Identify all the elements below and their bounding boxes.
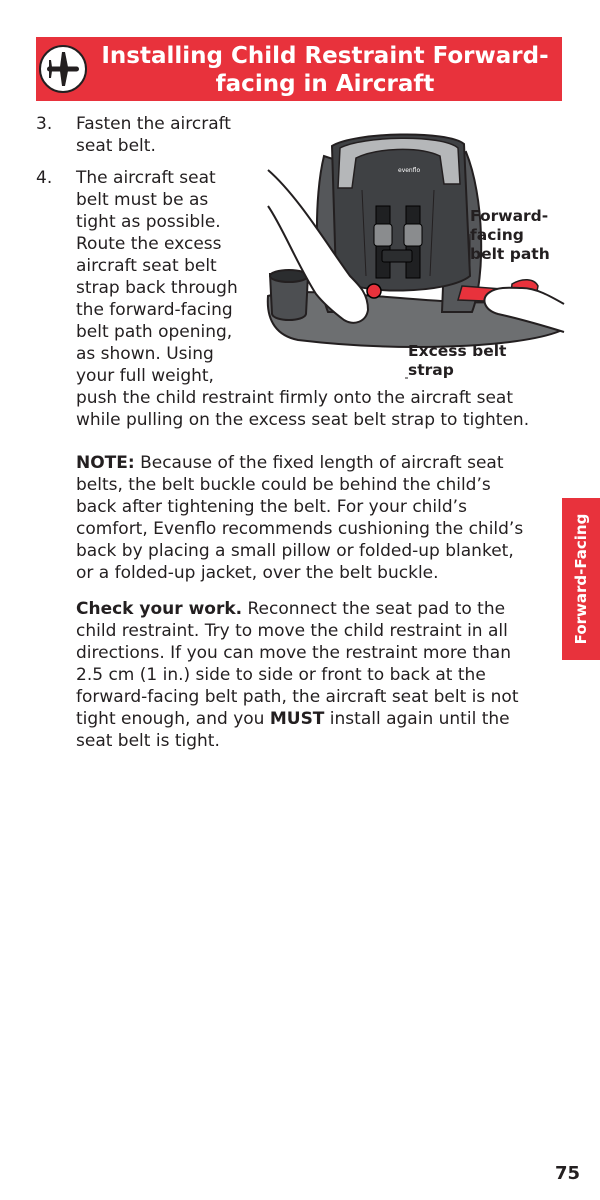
check-your-work-paragraph xyxy=(76,598,576,752)
text-line: back after tightening the belt. For your child’s xyxy=(76,497,467,517)
title-line-2: facing in Aircraft xyxy=(215,71,435,97)
text-line: seat belt. xyxy=(76,136,156,156)
brand-logo: evenflo xyxy=(398,167,421,174)
text-line: seat belt is tight. xyxy=(76,731,220,751)
text-line: belt path opening, xyxy=(76,322,233,342)
text-line: back by placing a small pillow or folded-up blanket, xyxy=(76,541,514,561)
text-line: The aircraft seat xyxy=(76,168,216,188)
text-line: push the child restraint firmly onto the aircraft seat xyxy=(76,388,513,408)
text-line: 2.5 cm (1 in.) side to side or front to back at the xyxy=(76,665,486,685)
label-line: facing xyxy=(470,226,524,244)
text-line: as shown. Using xyxy=(76,344,214,364)
section-header xyxy=(36,37,562,101)
text-line: comfort, Evenflo recommends cushioning the child’s xyxy=(76,519,524,539)
title-line-1: Installing Child Restraint Forward- xyxy=(101,43,549,69)
label-forward-facing-belt-path xyxy=(470,207,550,264)
text-line: forward-facing belt path, the aircraft seat belt is not xyxy=(76,687,519,707)
text-line: child restraint. Try to move the child restraint in all xyxy=(76,621,508,641)
section-side-tab xyxy=(562,498,600,660)
text-line: while pulling on the excess seat belt strap to tighten. xyxy=(76,410,530,430)
label-line: strap xyxy=(408,361,454,379)
page-title xyxy=(96,42,554,98)
check-lead: Check your work. xyxy=(76,599,243,619)
belt-buckle xyxy=(367,284,381,298)
text-line: strap back through xyxy=(76,278,238,298)
step-number: 3. xyxy=(36,114,53,134)
text-line: directions. If you can move the restraint more than xyxy=(76,643,511,663)
text-line: or a folded-up jacket, over the belt buckle. xyxy=(76,563,439,583)
label-excess-belt-strap xyxy=(408,342,506,380)
text-line: tight as possible. xyxy=(76,212,221,232)
text-line: aircraft seat belt xyxy=(76,256,217,276)
text-line: belts, the belt buckle could be behind the child’s xyxy=(76,475,491,495)
label-line: Forward- xyxy=(470,207,549,225)
text-line: tight enough, and you xyxy=(76,709,270,729)
page-number: 75 xyxy=(555,1163,581,1184)
text-line: the forward-facing xyxy=(76,300,233,320)
side-tab-label: Forward-Facing xyxy=(572,513,590,645)
text-line: belt must be as xyxy=(76,190,209,210)
label-line: belt path xyxy=(470,245,550,263)
text-line: Because of the fixed length of aircraft seat xyxy=(134,453,504,473)
text-line: install again until the xyxy=(324,709,510,729)
airplane-icon xyxy=(38,44,88,94)
note-paragraph xyxy=(76,452,576,584)
text-line: Fasten the aircraft xyxy=(76,114,231,134)
step-number: 4. xyxy=(36,168,53,188)
text-line: your full weight, xyxy=(76,366,214,386)
text-line: Reconnect the seat pad to the xyxy=(242,599,506,619)
text-line: Route the excess xyxy=(76,234,222,254)
label-line: Excess belt xyxy=(408,342,507,360)
note-lead: NOTE: xyxy=(76,453,135,473)
step-3-text xyxy=(76,113,231,157)
must-emphasis: MUST xyxy=(269,709,325,729)
